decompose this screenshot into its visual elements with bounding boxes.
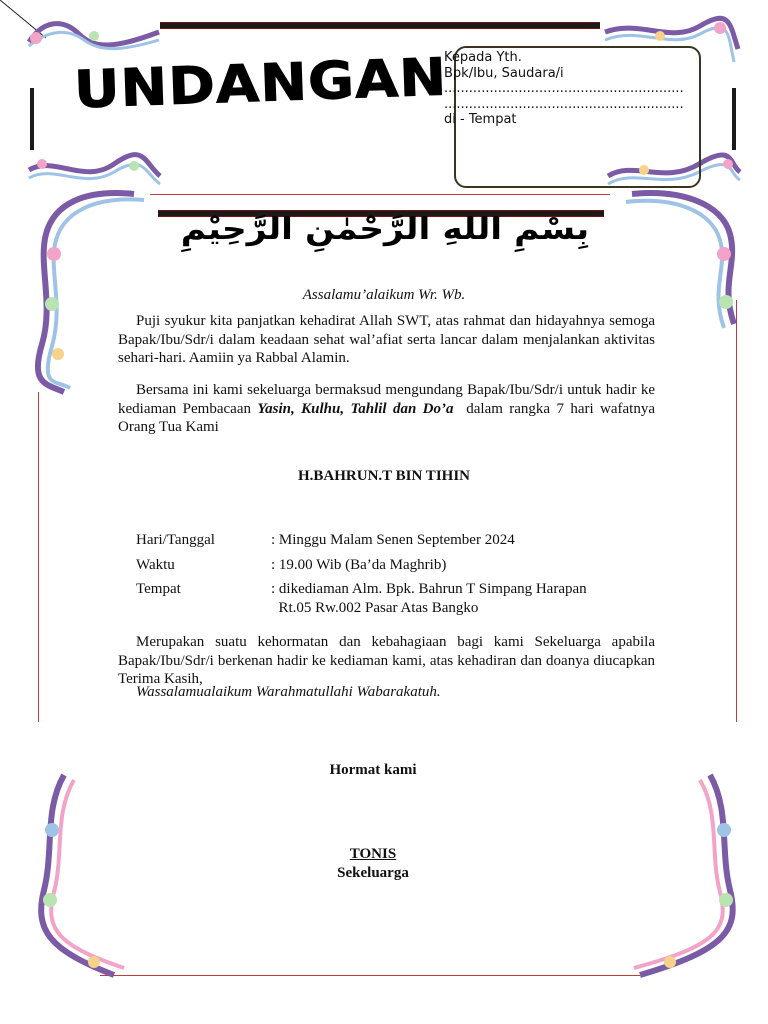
detail-value: Rt.05 Rw.002 Pasar Atas Bangko — [271, 600, 479, 616]
paragraph-2 — [118, 381, 659, 437]
address-block — [444, 50, 714, 128]
greeting: Assalamu’alaikum Wr. Wb. — [302, 287, 466, 303]
closing-greeting: Wassalamualaikum Warahmatullahi Wabarakatuh. — [136, 684, 441, 700]
page-border-top — [150, 194, 610, 195]
signer-subtitle: Sekeluarga — [337, 865, 409, 881]
paragraph-2-text: Bersama ini kami sekeluarga bermaksud mengundang Bapak/Ibu/Sdr/i untuk hadir ke kediaman Pembacaan — [118, 382, 655, 417]
page-border-bottom — [100, 975, 640, 976]
invitation-title: UNDANGAN — [73, 47, 449, 121]
detail-label: Hari/Tanggal — [136, 532, 215, 548]
detail-value: : 19.00 Wib (Ba’da Maghrib) — [271, 557, 447, 573]
header-right-rule — [732, 88, 736, 150]
bismillah-calligraphy: بِسْمِ اللهِ الرَّحْمٰنِ الرَّحِيْمِ — [180, 212, 590, 247]
detail-value: : Minggu Malam Senen September 2024 — [271, 532, 515, 548]
deceased-name: H.BAHRUN.T BIN TIHIN — [298, 468, 470, 484]
address-line: di - Tempat — [444, 112, 517, 127]
detail-value: : dikediaman Alm. Bpk. Bahrun T Simpang Harapan — [271, 581, 587, 597]
paragraph-3: Merupakan suatu kehormatan dan kebahagiaan bagi kami Sekeluarga apabila Bapak/Ibu/Sdr/i berkenan hadir ke kediaman kami, atas kehadiran dan doanya diucapkan Terima Kasih, — [118, 634, 655, 687]
ornament-top-left-icon — [24, 14, 164, 54]
address-line-blank: .......................................................... — [444, 96, 684, 112]
detail-label: Tempat — [136, 581, 181, 597]
detail-label: Waktu — [136, 557, 175, 573]
address-line: Bpk/Ibu, Saudara/i — [444, 65, 564, 81]
page-border-left — [38, 392, 39, 722]
header-left-rule — [30, 88, 34, 150]
paragraph-2-text-end: dalam rangka 7 hari wafatnya Orang Tua Kami — [118, 400, 659, 435]
paragraph-1: Puji syukur kita panjatkan kehadirat Allah SWT, atas rahmat dan hidayahnya semoga Bapak/Ibu/Sdr/i dalam keadaan sehat wal’afiat serta lancar dalam menjalankan aktivitas sehari-hari. Aamiin ya Rabbal Alamin. — [118, 313, 655, 366]
header-top-rule — [160, 22, 600, 29]
address-line: Kepada Yth. — [444, 50, 522, 65]
paragraph-2-emphasis: Yasin, Kulhu, Tahlil dan Do’a — [257, 400, 454, 417]
page-border-right — [736, 300, 737, 722]
signer-name: TONIS — [349, 846, 397, 862]
address-line-blank: .......................................................... — [444, 81, 684, 96]
regards: Hormat kami — [329, 762, 417, 778]
